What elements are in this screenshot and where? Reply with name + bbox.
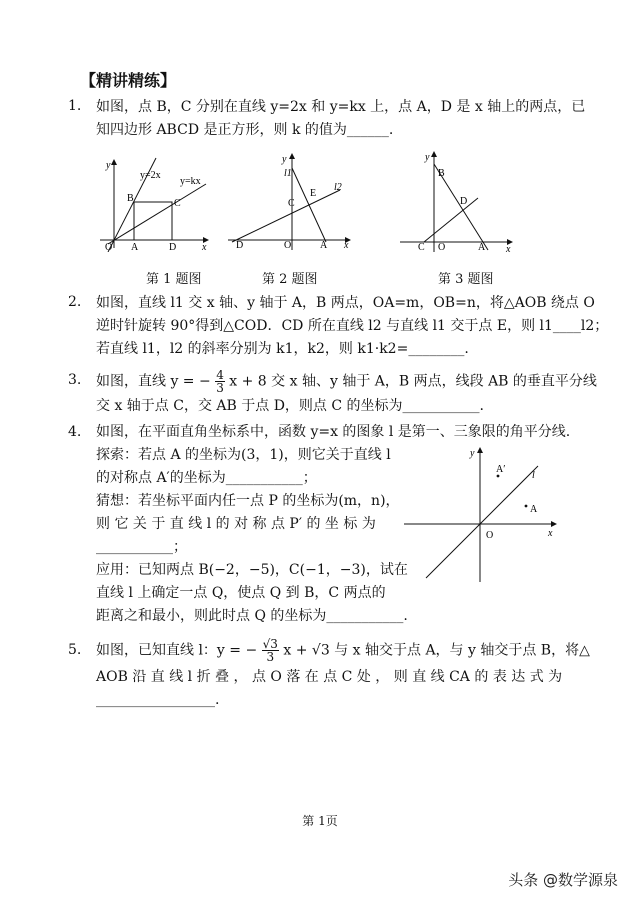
q3-line2: 交 x 轴于点 C，交 AB 于点 D，则点 C 的坐标为___________.: [96, 398, 484, 414]
q3-fraction: [215, 369, 225, 394]
q4-line7: 应用：已知两点 B(−2，−5)，C(−1，−3)，试在: [96, 562, 408, 578]
watermark: 头条 @数学源泉: [508, 871, 618, 889]
fig4-label-y: y: [470, 448, 475, 459]
q4-line2: 探索：若点 A 的坐标为(3，1)，则它关于直线 l: [96, 447, 391, 463]
q3-line1-a: 如图，直线 y = −: [96, 373, 211, 390]
figure-2: [226, 150, 356, 252]
q1-number: 1.: [68, 98, 82, 114]
figure-1: [96, 152, 216, 252]
figure-3: [398, 150, 518, 254]
fig2-label-l1: l1: [284, 168, 292, 179]
page-footer: 第 1页: [302, 814, 338, 828]
q3-line1-b: x + 8 交 x 轴、y 轴于 A，B 两点，线段 AB 的垂直平分线: [229, 373, 597, 390]
fig4-label-O: O: [486, 530, 494, 541]
q4-line8: 直线 l 上确定一点 Q，使点 Q 到 B，C 两点的: [96, 585, 386, 601]
section-title: 【精讲精练】: [80, 71, 177, 90]
fig1-label-C: C: [174, 198, 181, 209]
fig2-label-O: O: [284, 240, 292, 251]
q2-number: 2.: [68, 294, 82, 310]
fig2-label-E: E: [310, 188, 317, 199]
q4-line5: 则 它 关 于 直 线 l 的 对 称 点 P′ 的 坐 标 为: [96, 516, 376, 532]
fig1-label-A: A: [131, 242, 139, 252]
fig3-label-B: B: [438, 168, 445, 179]
q3-number: 3.: [68, 372, 82, 388]
q5-fraction: [262, 638, 279, 663]
q5-line3: _________________.: [96, 692, 220, 708]
q1-line1: 如图，点 B，C 分别在直线 y=2x 和 y=kx 上，点 A，D 是 x 轴上的两点，已: [96, 99, 586, 115]
fig2-label-l2: l2: [334, 182, 342, 193]
fig4-label-x: x: [548, 528, 553, 539]
q5-frac-top: √3: [262, 637, 278, 651]
q5-line1-a: 如图，已知直线 l：y = −: [96, 642, 258, 659]
q2-line2: 逆时针旋转 90°得到△COD．CD 所在直线 l2 与直线 l1 交于点 E，则 l1____l2；: [96, 318, 609, 334]
q4-line1: 如图，在平面直角坐标系中，函数 y=x 的图象 l 是第一、三象限的角平分线.: [96, 424, 571, 440]
fig4-label-l: l: [532, 470, 535, 481]
fig2-label-x: x: [344, 240, 349, 251]
q5-frac-bottom: 3: [266, 650, 275, 664]
fig1-caption: 第 1 题图: [146, 272, 202, 287]
fig2-caption: 第 2 题图: [262, 272, 318, 287]
q4-number: 4.: [68, 424, 82, 440]
q4-line6: ___________；: [96, 539, 187, 555]
fig3-label-x: x: [506, 244, 511, 254]
fig2-label-C: C: [288, 198, 295, 209]
fig1-label-ykx: y=kx: [180, 176, 201, 187]
q4-line9: 距离之和最小，则此时点 Q 的坐标为___________.: [96, 608, 408, 624]
fig3-label-A: A: [478, 242, 486, 253]
q2-line3: 若直线 l1，l2 的斜率分别为 k1，k2，则 k1·k2=________.: [96, 341, 469, 357]
q1-line2: 知四边形 ABCD 是正方形，则 k 的值为______.: [96, 122, 394, 138]
q4-line4: 猜想：若坐标平面内任一点 P 的坐标为(m，n)，: [96, 493, 400, 509]
fig4-label-A-prime: A′: [496, 464, 506, 475]
fig1-label-D: D: [169, 242, 177, 252]
fig2-label-D: D: [236, 240, 244, 251]
q3-frac-top: 4: [216, 368, 224, 382]
figure-4: [404, 444, 564, 584]
q5-line1-b: x + √3 与 x 轴交于点 A，与 y 轴交于点 B，将△: [283, 642, 590, 659]
fig1-label-y: y: [106, 160, 111, 171]
fig1-label-B: B: [127, 193, 134, 204]
q2-line1: 如图，直线 l1 交 x 轴、y 轴于 A，B 两点，OA=m，OB=n，将△AOB 绕点 O: [96, 295, 595, 311]
q5-number: 5.: [68, 642, 82, 658]
fig1-label-O: O: [105, 242, 113, 252]
fig2-label-A: A: [320, 240, 328, 251]
q4-line3: 的对称点 A′的坐标为___________；: [96, 470, 317, 486]
fig4-label-A: A: [530, 504, 538, 515]
fig3-label-C: C: [418, 242, 425, 253]
fig1-label-y2x: y=2x: [140, 170, 161, 181]
q3-frac-bottom: 3: [216, 381, 224, 395]
q5-line1: [96, 638, 590, 663]
fig3-label-y: y: [425, 152, 430, 163]
fig3-label-D: D: [460, 196, 468, 207]
q5-line2: AOB 沿 直 线 l 折 叠 ， 点 O 落 在 点 C 处 ， 则 直 线 CA 的 表 达 式 为: [96, 669, 563, 685]
fig1-label-x: x: [202, 242, 207, 252]
fig3-label-O: O: [438, 242, 446, 253]
fig3-caption: 第 3 题图: [438, 272, 494, 287]
fig2-label-y: y: [282, 154, 287, 165]
q3-line1: [96, 369, 597, 394]
